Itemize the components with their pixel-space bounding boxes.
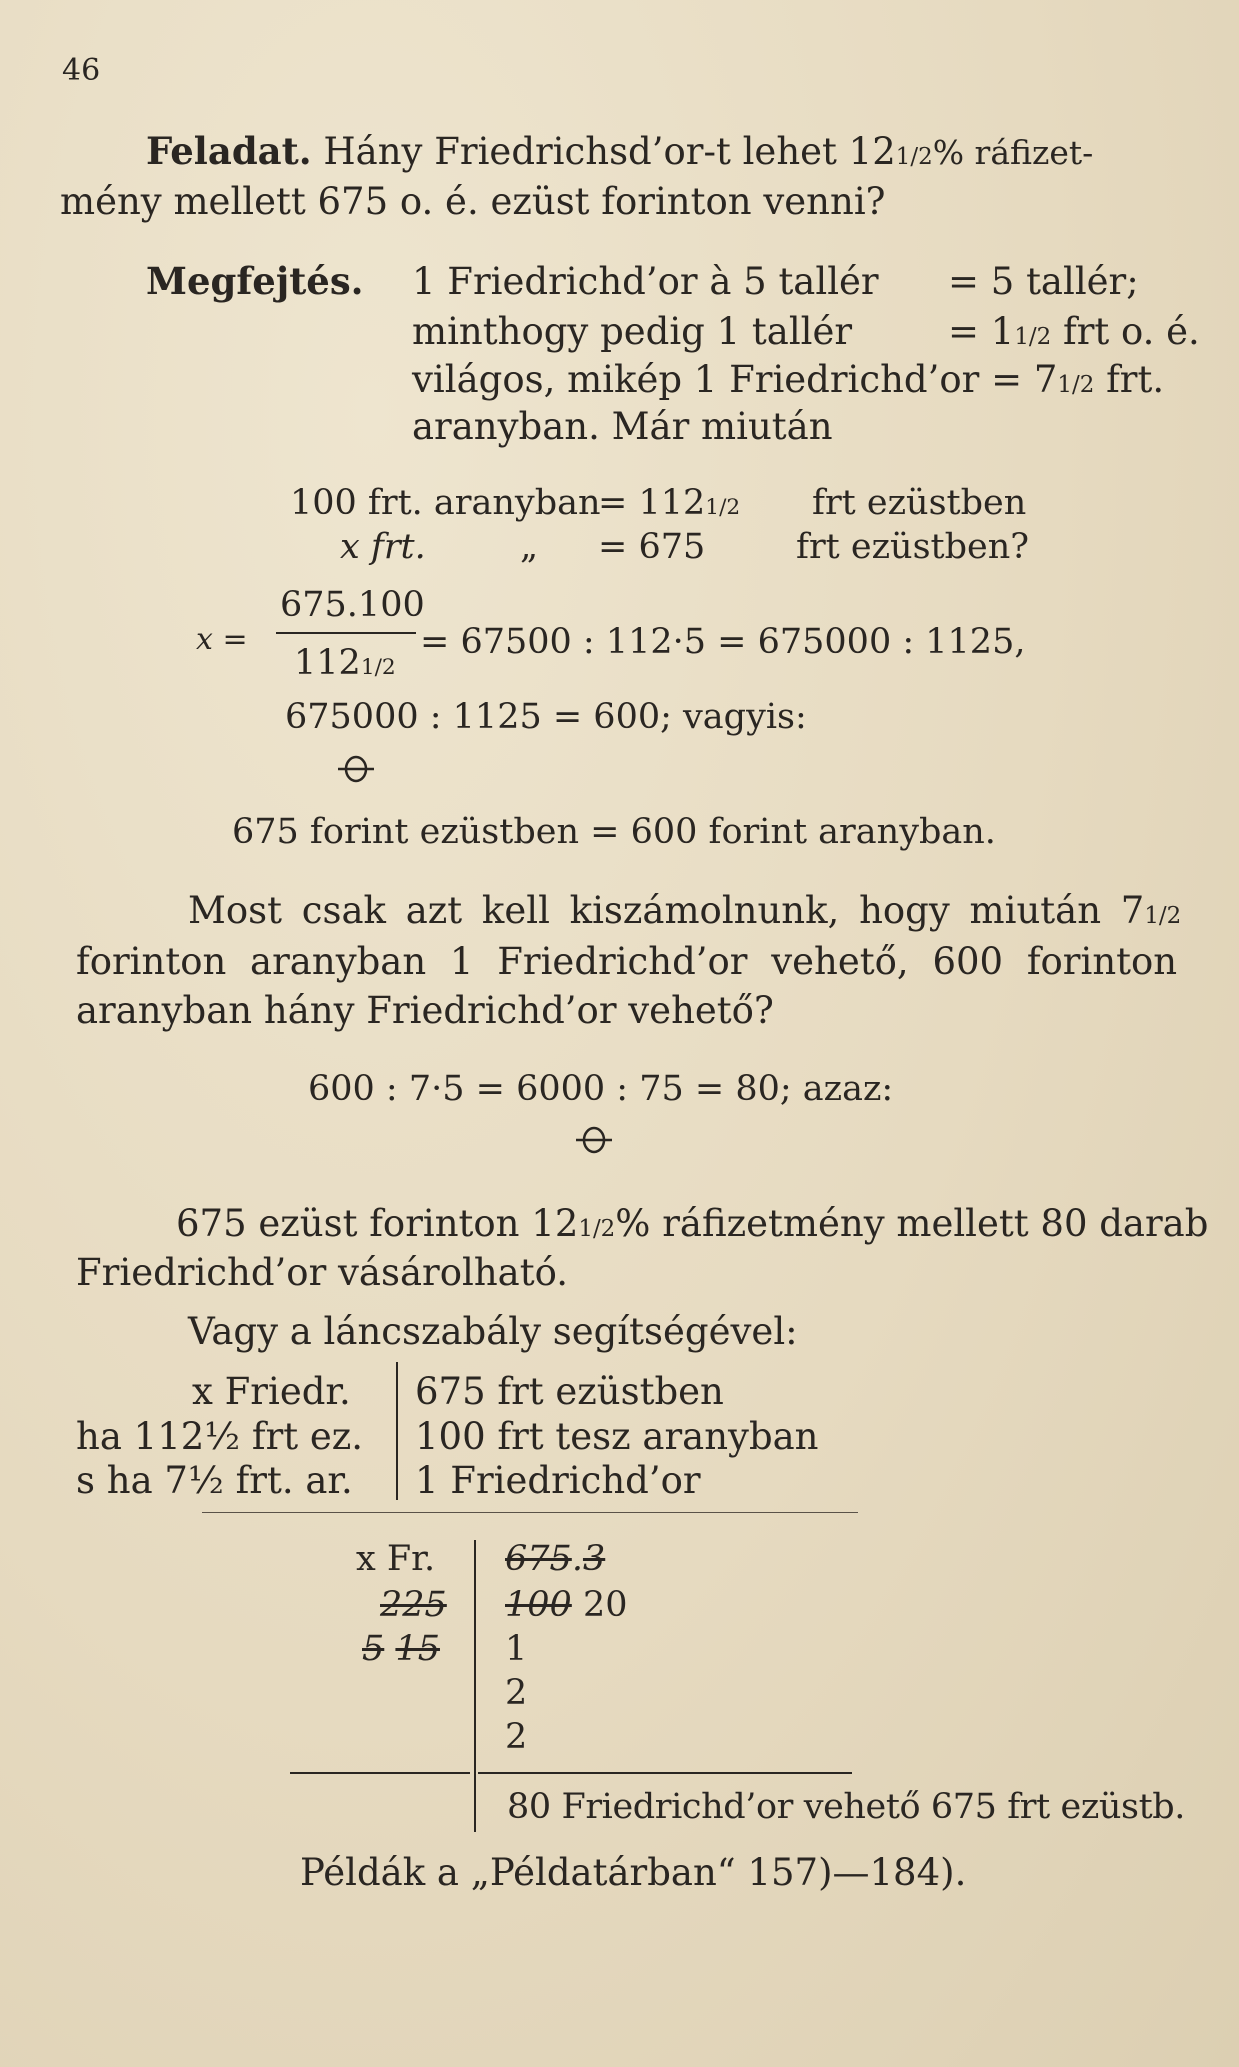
problem-line-1 xyxy=(146,129,1094,173)
chain-right-2: 100 frt tesz aranyban xyxy=(415,1415,819,1458)
calc-right-4: 2 xyxy=(505,1673,528,1713)
paragraph-fraction: 1/2 xyxy=(1144,903,1182,929)
problem-label: Feladat. xyxy=(146,129,312,173)
equation-x-eq: x = xyxy=(196,622,248,657)
calc-left-1: x Fr. xyxy=(356,1539,436,1579)
solution-l2-unit: frt o. é. xyxy=(1063,310,1200,353)
page-number: 46 xyxy=(62,53,101,88)
calc-right-5: 2 xyxy=(505,1717,528,1757)
paragraph-line-2: forinton aranyban 1 Friedrichd’or vehető, 600 forinton xyxy=(76,940,1178,983)
proportion-row-2-left: x frt. xyxy=(340,527,426,567)
calc-right-1a: 675 xyxy=(505,1539,572,1579)
calc-divider xyxy=(474,1540,476,1832)
chain-left-3: s ha 7½ frt. ar. xyxy=(76,1459,353,1502)
solution-l2-fraction: 1/2 xyxy=(1014,324,1052,350)
calc-left-2: 225 xyxy=(380,1585,447,1625)
proportion-r1-value: = 112 xyxy=(598,483,706,523)
equation-result: 675 forint ezüstben = 600 forint aranyban. xyxy=(232,812,996,852)
calc-line-2: 600 : 7·5 = 6000 : 75 = 80; azaz: xyxy=(308,1069,894,1109)
chain-left-2: ha 112½ frt ez. xyxy=(76,1415,364,1458)
equation-fraction-bar xyxy=(276,632,416,634)
chain-divider xyxy=(396,1362,398,1500)
calc-rule-left xyxy=(290,1772,470,1774)
solution-line-1-right: = 5 tallér; xyxy=(948,260,1139,303)
examples-line: Példák a „Példatárban“ 157)—184). xyxy=(300,1851,967,1894)
chain-right-3: 1 Friedrichd’or xyxy=(415,1459,701,1502)
conclusion-line-2: Friedrichd’or vásárolható. xyxy=(76,1251,568,1294)
equation-rest: = 67500 : 112·5 = 675000 : 1125, xyxy=(420,622,1026,662)
calc-right-2b: 20 xyxy=(582,1585,628,1625)
calc-right-2 xyxy=(505,1585,628,1625)
problem-line-2: mény mellett 675 o. é. ezüst forinton venni? xyxy=(60,180,886,223)
conclusion-text-1a: 675 ezüst forinton 12 xyxy=(176,1202,579,1245)
calc-right-1: 675.3 xyxy=(505,1539,606,1579)
chain-left-1: x Friedr. xyxy=(192,1370,351,1413)
conclusion-fraction: 1/2 xyxy=(578,1216,616,1242)
chain-right-1: 675 frt ezüstben xyxy=(415,1370,724,1413)
theta-sign-icon xyxy=(336,753,376,788)
calc-right-3: 1 xyxy=(505,1629,528,1669)
equation-line-2: 675000 : 1125 = 600; vagyis: xyxy=(285,697,807,737)
paragraph-line-1 xyxy=(188,889,1182,932)
calc-left-3b: 15 xyxy=(395,1629,440,1669)
equation-denominator-value: 112 xyxy=(294,643,361,683)
solution-l2-eq: = 1 xyxy=(948,310,1015,353)
solution-l3-text: világos, mikép 1 Friedrichd’or = 7 xyxy=(412,358,1058,401)
chain-separator-rule xyxy=(202,1512,858,1513)
calc-left-3a: 5 xyxy=(362,1629,385,1669)
solution-line-2-right xyxy=(948,310,1200,353)
proportion-row-2-right: frt ezüstben? xyxy=(796,527,1030,567)
paragraph-line-3: aranyban hány Friedrichd’or vehető? xyxy=(76,989,774,1032)
solution-line-4: aranyban. Már miután xyxy=(412,405,833,448)
equation-numerator: 675.100 xyxy=(280,585,425,625)
conclusion-text-1b: % ráfizetmény mellett 80 darab xyxy=(615,1202,1209,1245)
calc-right-1b: 3 xyxy=(582,1539,606,1579)
calc-rule-right xyxy=(478,1772,852,1774)
proportion-row-2-quote: „ xyxy=(520,527,539,567)
proportion-row-1-right: frt ezüstben xyxy=(812,483,1027,523)
solution-l3-fraction: 1/2 xyxy=(1057,372,1095,398)
chain-intro: Vagy a láncszabály segítségével: xyxy=(188,1310,798,1353)
proportion-row-2-mid: = 675 xyxy=(598,527,706,567)
solution-line-2-left: minthogy pedig 1 tallér xyxy=(412,310,853,353)
solution-line-3 xyxy=(412,358,1165,401)
calc-left-3 xyxy=(362,1629,440,1669)
equation-denominator xyxy=(294,643,396,683)
paragraph-text-1: Most csak azt kell kiszámolnunk, hogy miután 7 xyxy=(188,889,1145,932)
solution-label: Megfejtés. xyxy=(146,259,364,303)
problem-fraction: 1/2 xyxy=(895,144,933,170)
proportion-row-1-mid xyxy=(598,483,741,523)
solution-line-1-left: 1 Friedrichd’or à 5 tallér xyxy=(412,260,879,303)
conclusion-line-1 xyxy=(176,1202,1209,1245)
calc-right-2a: 100 xyxy=(505,1585,572,1625)
problem-text-1a: Hány Friedrichsd’or-t lehet 12 xyxy=(323,130,896,173)
solution-l3-unit: frt. xyxy=(1106,358,1165,401)
proportion-r1-fraction: 1/2 xyxy=(705,495,741,520)
calc-result: 80 Friedrichd’or vehető 675 frt ezüstb. xyxy=(507,1787,1185,1827)
proportion-row-1-left: 100 frt. aranyban xyxy=(290,483,601,523)
problem-text-1b: % ráfizet- xyxy=(932,133,1094,172)
equation-denominator-fraction: 1/2 xyxy=(360,655,396,680)
theta-sign-icon-2 xyxy=(574,1124,614,1159)
